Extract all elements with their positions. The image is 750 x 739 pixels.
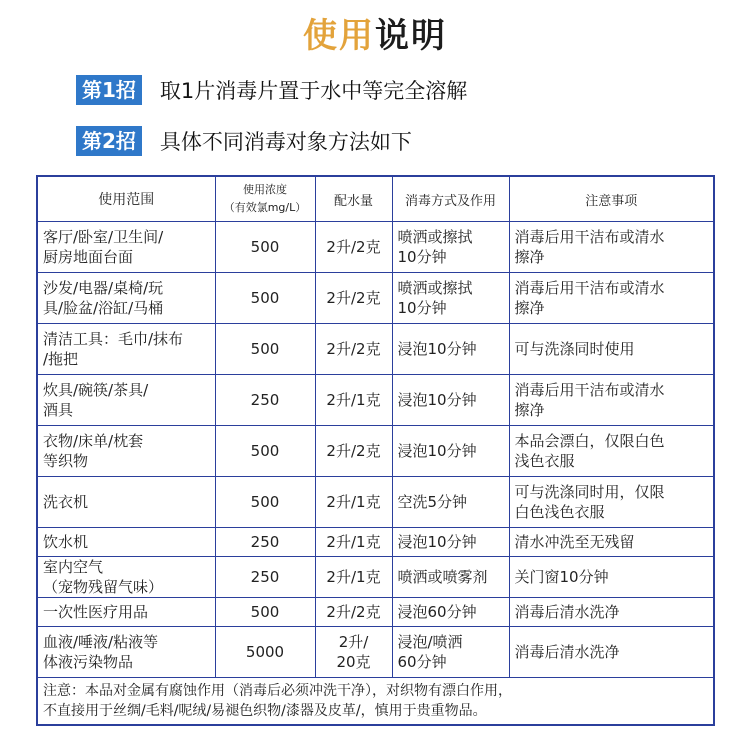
cell-method: 喷洒或擦拭 10分钟 [392, 222, 509, 273]
cell-concentration: 250 [215, 557, 315, 598]
cell-concentration: 500 [215, 426, 315, 477]
title-part-2: 说明 [375, 16, 447, 56]
cell-scope: 炊具/碗筷/茶具/ 酒具 [37, 375, 215, 426]
cell-concentration: 250 [215, 375, 315, 426]
cell-notes: 消毒后用干洁布或清水 擦净 [509, 273, 714, 324]
cell-notes: 关门窗10分钟 [509, 557, 714, 598]
cell-method: 浸泡10分钟 [392, 375, 509, 426]
page-title [0, 8, 750, 57]
table-row [37, 222, 714, 273]
cell-water: 2升/1克 [315, 477, 392, 528]
cell-scope: 洗衣机 [37, 477, 215, 528]
cell-notes: 清水冲洗至无残留 [509, 528, 714, 557]
cell-water: 2升/2克 [315, 598, 392, 627]
table-footnote-row [37, 678, 714, 726]
step-1-text: 取1片消毒片置于水中等完全溶解 [159, 79, 468, 103]
cell-notes: 可与洗涤同时使用 [509, 324, 714, 375]
header-concentration-line2: （有效氯mg/L） [223, 201, 307, 214]
cell-concentration: 500 [215, 477, 315, 528]
cell-method: 浸泡10分钟 [392, 324, 509, 375]
table-row [37, 557, 714, 598]
cell-water: 2升/2克 [315, 273, 392, 324]
step-1-badge: 第1招 [76, 75, 142, 105]
cell-water: 2升/2克 [315, 222, 392, 273]
cell-method: 空洗5分钟 [392, 477, 509, 528]
cell-water: 2升/2克 [315, 324, 392, 375]
title-part-1: 使用 [303, 16, 375, 56]
step-2-badge: 第2招 [76, 126, 142, 156]
table-row [37, 324, 714, 375]
cell-notes: 可与洗涤同时用，仅限 白色浅色衣服 [509, 477, 714, 528]
cell-scope: 一次性医疗用品 [37, 598, 215, 627]
cell-method: 喷洒或擦拭 10分钟 [392, 273, 509, 324]
table-header-row [37, 176, 714, 222]
table-row [37, 426, 714, 477]
cell-method: 浸泡10分钟 [392, 528, 509, 557]
step-2-text: 具体不同消毒对象方法如下 [159, 130, 412, 154]
header-scope: 使用范围 [37, 176, 215, 222]
cell-concentration: 500 [215, 598, 315, 627]
cell-concentration: 500 [215, 324, 315, 375]
cell-concentration: 250 [215, 528, 315, 557]
cell-water: 2升/1克 [315, 375, 392, 426]
header-concentration-line1: 使用浓度 [243, 183, 287, 196]
table-row [37, 627, 714, 678]
cell-scope: 血液/唾液/粘液等 体液污染物品 [37, 627, 215, 678]
cell-water: 2升/2克 [315, 426, 392, 477]
cell-method: 浸泡/喷洒 60分钟 [392, 627, 509, 678]
header-notes: 注意事项 [509, 176, 714, 222]
table-footnote: 注意：本品对金属有腐蚀作用（消毒后必须冲洗干净），对织物有漂白作用， 不直接用于丝绸/毛料/呢绒/易褪色织物/漆器及皮革/，慎用于贵重物品。 [37, 678, 714, 726]
cell-concentration: 5000 [215, 627, 315, 678]
cell-scope: 清洁工具：毛巾/抹布 /拖把 [37, 324, 215, 375]
cell-scope: 客厅/卧室/卫生间/ 厨房地面台面 [37, 222, 215, 273]
header-concentration [215, 176, 315, 222]
cell-scope: 衣物/床单/枕套 等织物 [37, 426, 215, 477]
table-row [37, 375, 714, 426]
cell-method: 浸泡10分钟 [392, 426, 509, 477]
step-1 [76, 75, 467, 105]
cell-notes: 消毒后清水洗净 [509, 627, 714, 678]
header-water: 配水量 [315, 176, 392, 222]
cell-method: 浸泡60分钟 [392, 598, 509, 627]
table-row [37, 477, 714, 528]
cell-scope: 饮水机 [37, 528, 215, 557]
cell-scope: 室内空气 （宠物残留气味） [37, 557, 215, 598]
cell-concentration: 500 [215, 222, 315, 273]
table-row [37, 528, 714, 557]
cell-notes: 消毒后清水洗净 [509, 598, 714, 627]
cell-notes: 消毒后用干洁布或清水 擦净 [509, 375, 714, 426]
cell-notes: 本品会漂白，仅限白色 浅色衣服 [509, 426, 714, 477]
cell-method: 喷洒或喷雾剂 [392, 557, 509, 598]
step-2 [76, 126, 412, 156]
table-row [37, 273, 714, 324]
cell-water: 2升/1克 [315, 528, 392, 557]
cell-water: 2升/1克 [315, 557, 392, 598]
cell-concentration: 500 [215, 273, 315, 324]
cell-notes: 消毒后用干洁布或清水 擦净 [509, 222, 714, 273]
cell-scope: 沙发/电器/桌椅/玩 具/脸盆/浴缸/马桶 [37, 273, 215, 324]
usage-table [36, 175, 715, 726]
header-method: 消毒方式及作用 [392, 176, 509, 222]
cell-water: 2升/ 20克 [315, 627, 392, 678]
table-row [37, 598, 714, 627]
